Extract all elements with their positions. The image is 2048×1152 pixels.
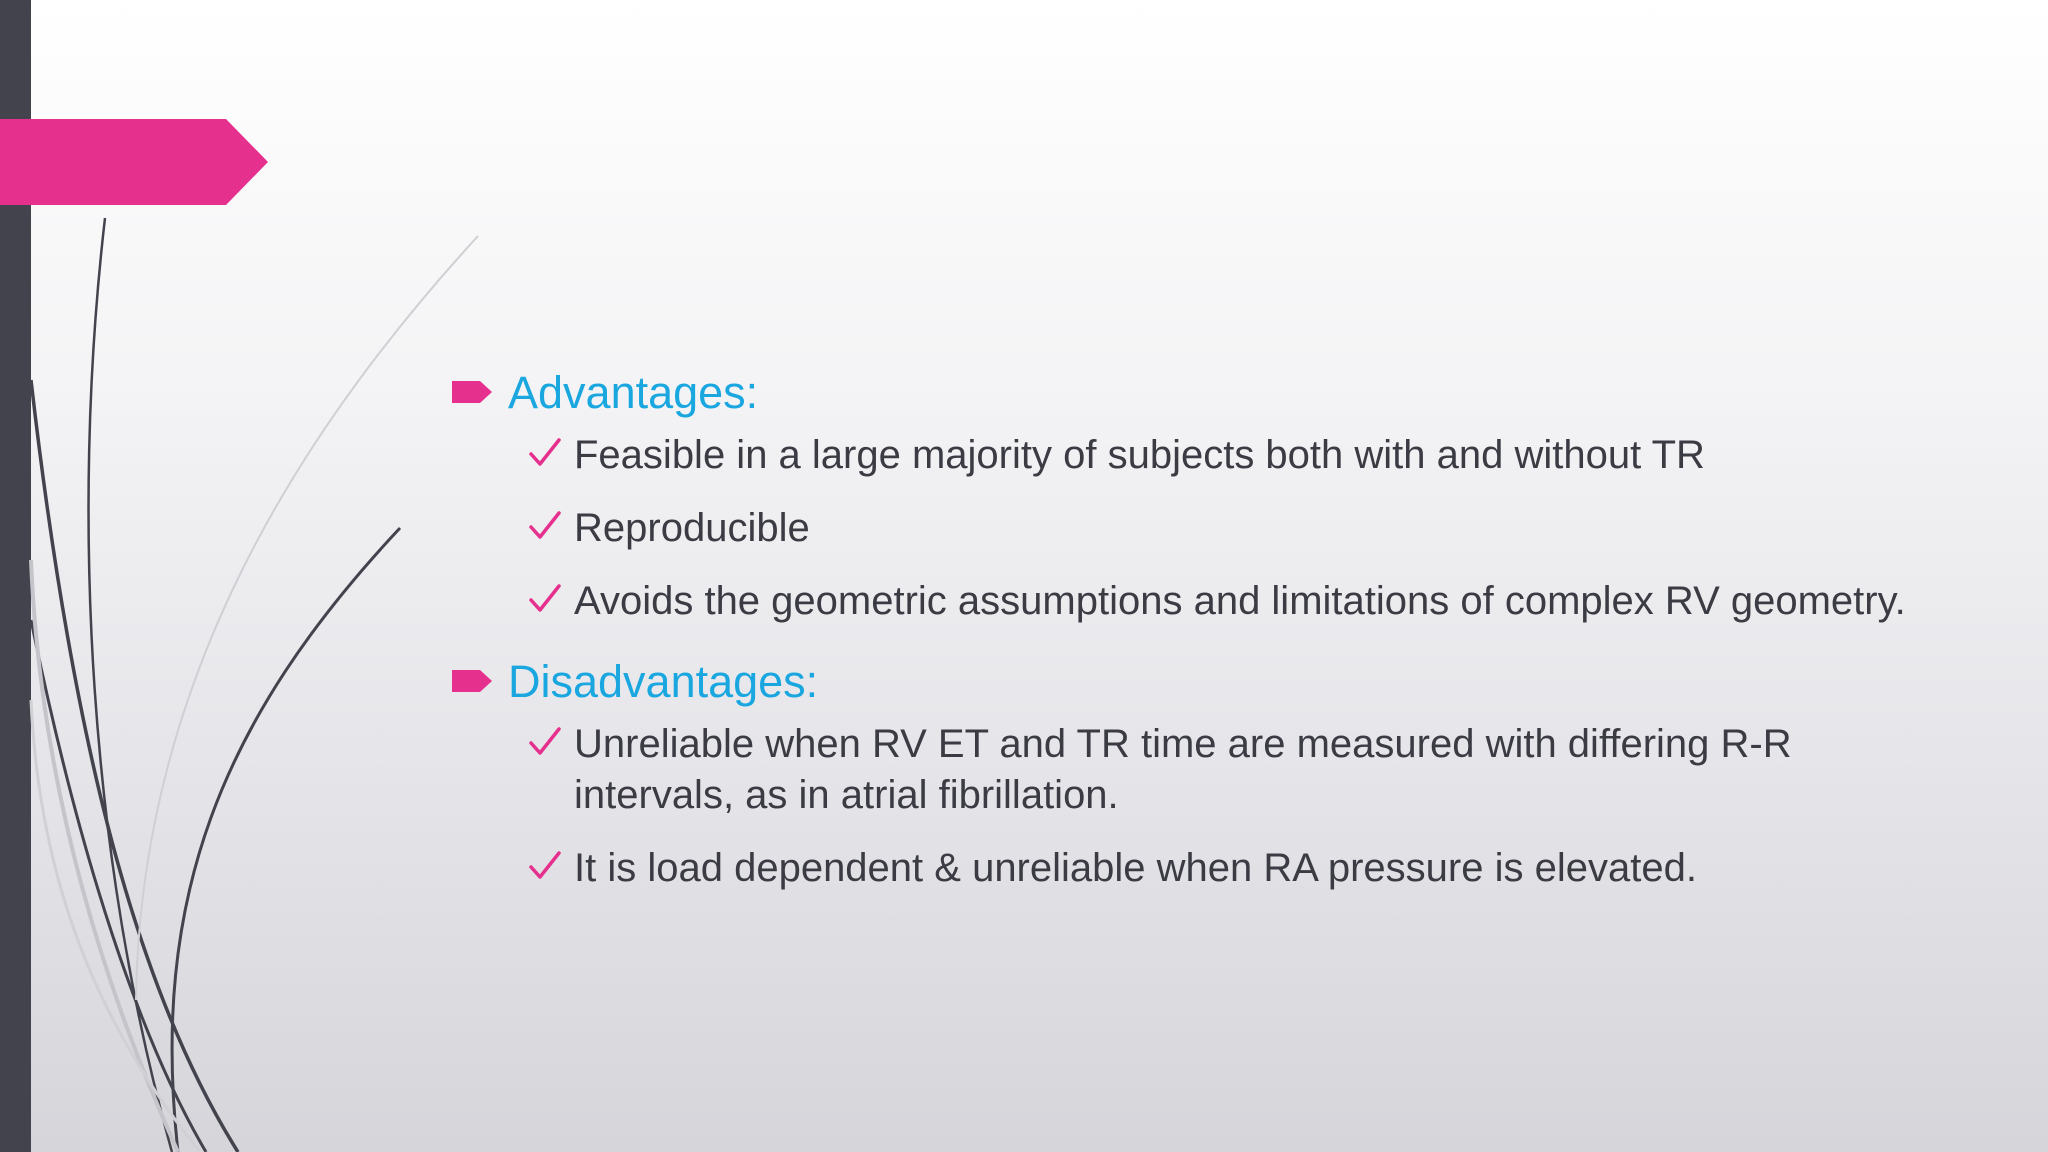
checkmark-icon xyxy=(528,582,562,616)
checkmark-icon xyxy=(528,436,562,470)
list-item xyxy=(528,843,1952,894)
bullet-list xyxy=(528,719,1952,894)
section-title: Disadvantages: xyxy=(508,655,819,707)
section-heading xyxy=(452,649,1952,713)
list-item xyxy=(528,719,1952,821)
list-item xyxy=(528,430,1952,481)
checkmark-icon xyxy=(528,849,562,883)
list-item xyxy=(528,503,1952,554)
section-advantages xyxy=(452,360,1952,627)
list-item-text: Unreliable when RV ET and TR time are measured with differing R-R intervals, as in atrial fibrillation. xyxy=(574,722,1792,817)
section-title: Advantages: xyxy=(508,366,759,418)
checkmark-icon xyxy=(528,725,562,759)
list-item-text: It is load dependent & unreliable when RA pressure is elevated. xyxy=(574,846,1697,890)
list-item xyxy=(528,576,1952,627)
slide-content xyxy=(452,360,1952,916)
list-item-text: Feasible in a large majority of subjects both with and without TR xyxy=(574,433,1705,477)
bullet-list xyxy=(528,430,1952,627)
list-item-text: Avoids the geometric assumptions and limitations of complex RV geometry. xyxy=(574,579,1906,623)
section-disadvantages xyxy=(452,649,1952,894)
arrow-bullet-icon xyxy=(452,670,492,692)
checkmark-icon xyxy=(528,509,562,543)
section-heading xyxy=(452,360,1952,424)
list-item-text: Reproducible xyxy=(574,506,810,550)
arrow-bullet-icon xyxy=(452,381,492,403)
